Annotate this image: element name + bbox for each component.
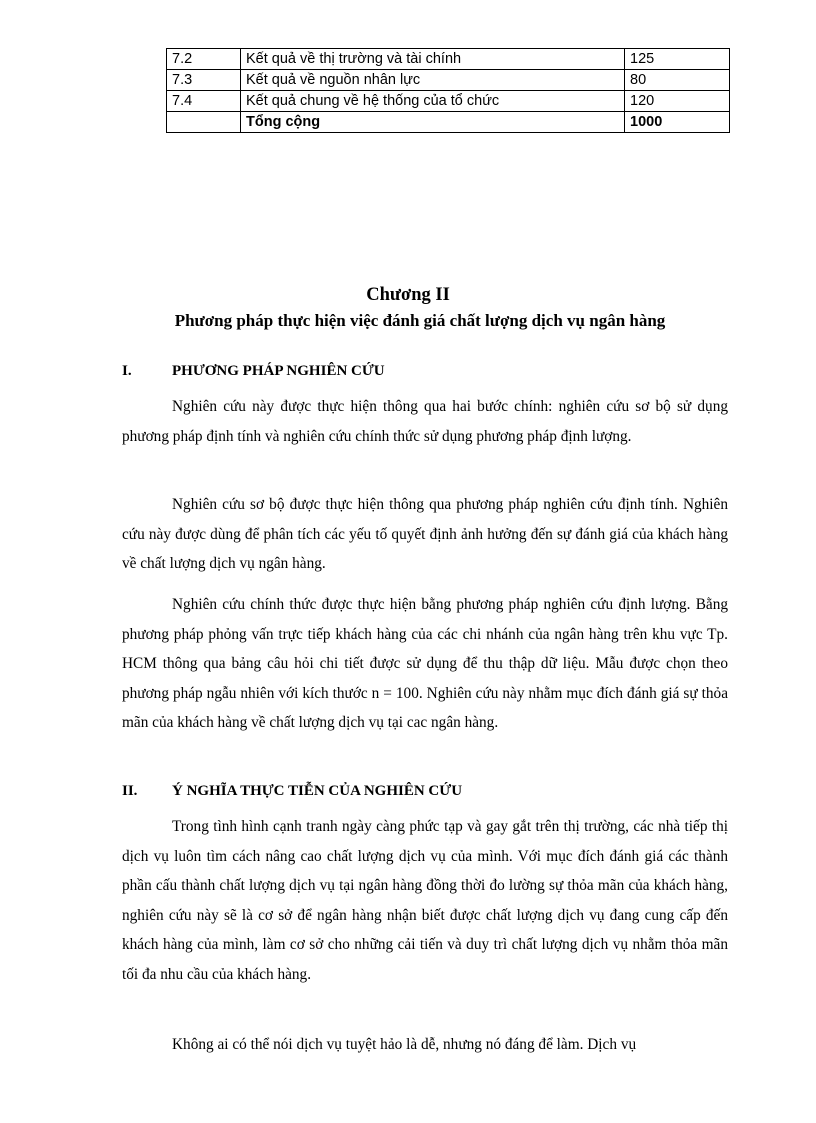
paragraph: Nghiên cứu này được thực hiện thông qua hai bước chính: nghiên cứu sơ bộ sử dụng phương pháp định tính và nghiên cứu chính thức sử dụng phương pháp định lượng. xyxy=(122,398,728,445)
paragraph: Không ai có thể nói dịch vụ tuyệt hảo là dễ, nhưng nó đáng để làm. Dịch vụ xyxy=(172,1036,637,1053)
table-cell-number: 7.3 xyxy=(167,70,241,91)
table-cell-criterion: Kết quả về thị trường và tài chính xyxy=(241,49,625,70)
section-heading-practical-significance xyxy=(122,781,462,801)
section-title: Ý NGHĨA THỰC TIỄN CỦA NGHIÊN CỨU xyxy=(172,783,463,799)
section-number: II. xyxy=(122,783,138,799)
table-cell-criterion: Kết quả về nguồn nhân lực xyxy=(241,70,625,91)
table-total-label: Tổng cộng xyxy=(241,112,625,133)
table-cell-number xyxy=(167,112,241,133)
chapter-title: Chương II xyxy=(366,285,450,305)
table-total-points: 1000 xyxy=(625,112,730,133)
table-row xyxy=(167,70,730,91)
table-row xyxy=(167,91,730,112)
table-total-row xyxy=(167,112,730,133)
section-title: PHƯƠNG PHÁP NGHIÊN CỨU xyxy=(172,363,385,379)
table-cell-criterion: Kết quả chung về hệ thống của tổ chức xyxy=(241,91,625,112)
section-heading-research-method xyxy=(122,361,385,381)
chapter-subtitle: Phương pháp thực hiện việc đánh giá chất lượng dịch vụ ngân hàng xyxy=(174,311,666,330)
table-cell-number: 7.2 xyxy=(167,49,241,70)
table-cell-points: 80 xyxy=(625,70,730,91)
paragraph: Nghiên cứu chính thức được thực hiện bằng phương pháp nghiên cứu định lượng. Bằng phương pháp phỏng vấn trực tiếp khách hàng của các chi nhánh của ngân hàng trên khu vực Tp. HCM thông qua bảng câu hỏi chi tiết được sử dụng để thu thập dữ liệu. Mẫu được chọn theo phương pháp ngẫu nhiên với kích thước n = 100. Nghiên cứu này nhằm mục đích đánh giá sự thỏa mãn của khách hàng về chất lượng dịch vụ tại cac ngân hàng. xyxy=(122,596,728,732)
paragraph: Nghiên cứu sơ bộ được thực hiện thông qua phương pháp nghiên cứu định tính. Nghiên cứu này được dùng để phân tích các yếu tố quyết định ảnh hưởng đến sự đánh giá của khách hàng về chất lượng dịch vụ ngân hàng. xyxy=(122,496,728,573)
table-cell-number: 7.4 xyxy=(167,91,241,112)
table-cell-points: 125 xyxy=(625,49,730,70)
score-table xyxy=(166,48,730,133)
table-cell-points: 120 xyxy=(625,91,730,112)
table-row xyxy=(167,49,730,70)
section-number: I. xyxy=(122,363,132,379)
paragraph: Trong tình hình cạnh tranh ngày càng phức tạp và gay gắt trên thị trường, các nhà tiếp thị dịch vụ luôn tìm cách nâng cao chất lượng dịch vụ của mình. Với mục đích đánh giá các thành phần cấu thành chất lượng dịch vụ tại ngân hàng đồng thời đo lường sự thỏa mãn của khách hàng, nghiên cứu này sẽ là cơ sở để ngân hàng nhận biết được chất lượng dịch vụ đang cung cấp đến khách hàng của mình, làm cơ sở cho những cải tiến và duy trì chất lượng dịch vụ nhằm thỏa mãn tối đa nhu cầu của khách hàng. xyxy=(122,818,728,983)
